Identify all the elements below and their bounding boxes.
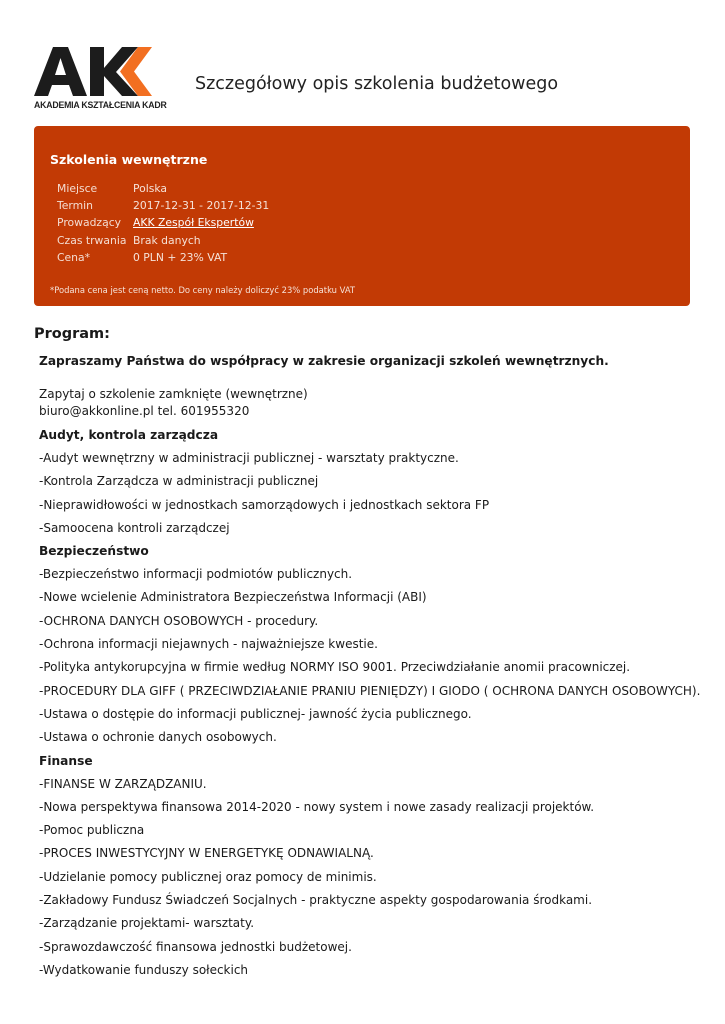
- detail-value: Brak danych: [133, 233, 201, 247]
- contact-line: Zapytaj o szkolenie zamknięte (wewnętrzne): [39, 387, 308, 401]
- detail-label: Prowadzący: [57, 216, 122, 230]
- akk-logo-mark: [34, 44, 170, 100]
- detail-label: Czas trwania: [57, 233, 127, 247]
- section-title: Finanse: [39, 753, 93, 768]
- list-item: -OCHRONA DANYCH OSOBOWYCH - procedury.: [39, 613, 319, 628]
- detail-value: 0 PLN + 23% VAT: [133, 250, 228, 264]
- detail-row-price: [57, 249, 269, 266]
- detail-value: Polska: [133, 182, 168, 195]
- list-item: -Wydatkowanie funduszy sołeckich: [39, 962, 249, 977]
- list-item: -Nieprawidłowości w jednostkach samorządowych i jednostkach sektora FP: [39, 497, 490, 512]
- page-title: Szczegółowy opis szkolenia budżetowego: [195, 74, 559, 94]
- page-header: [34, 44, 694, 116]
- detail-row-trainer: [57, 214, 269, 231]
- program-content: [39, 352, 699, 982]
- program-heading: Program:: [34, 326, 110, 342]
- list-item: -Audyt wewnętrzny w administracji publicznej - warsztaty praktyczne.: [39, 451, 459, 465]
- detail-row-location: [57, 180, 269, 197]
- list-item: -Nowa perspektywa finansowa 2014-2020 - nowy system i nowe zasady realizacji projektów.: [39, 799, 595, 814]
- detail-row-date: [57, 197, 269, 214]
- detail-label: Termin: [57, 199, 94, 213]
- akk-logo: [34, 44, 170, 114]
- section-title: Audyt, kontrola zarządcza: [39, 428, 219, 442]
- list-item: -Ochrona informacji niejawnych - najważniejsze kwestie.: [39, 637, 378, 652]
- contact-line: biuro@akkonline.pl tel. 601955320: [39, 404, 250, 418]
- list-item: -Polityka antykorupcyjna w firmie według NORMY ISO 9001. Przeciwdziałanie anomii pracowniczej.: [39, 660, 631, 675]
- list-item: -PROCES INWESTYCYJNY W ENERGETYKĘ ODNAWIALNĄ.: [39, 846, 374, 861]
- list-item: -Bezpieczeństwo informacji podmiotów publicznych.: [39, 567, 353, 582]
- detail-value: 2017-12-31 - 2017-12-31: [133, 199, 270, 213]
- detail-label: Miejsce: [57, 182, 98, 195]
- program-lead: Zapraszamy Państwa do współpracy w zakresie organizacji szkoleń wewnętrznych.: [39, 354, 609, 368]
- list-item: -Ustawa o ochronie danych osobowych.: [39, 730, 277, 745]
- trainer-link[interactable]: AKK Zespół Ekspertów: [133, 216, 254, 230]
- training-type-title: Szkolenia wewnętrzne: [50, 152, 208, 167]
- detail-row-duration: [57, 232, 269, 249]
- list-item: -Ustawa o dostępie do informacji publicznej- jawność życia publicznego.: [39, 706, 472, 721]
- section-title: Bezpieczeństwo: [39, 544, 149, 559]
- price-note: *Podana cena jest ceną netto. Do ceny należy doliczyć 23% podatku VAT: [50, 285, 356, 295]
- detail-label: Cena*: [57, 250, 91, 264]
- list-item: -Udzielanie pomocy publicznej oraz pomocy de minimis.: [39, 869, 377, 884]
- list-item: -Pomoc publiczna: [39, 823, 145, 838]
- list-item: -Zarządzanie projektami- warsztaty.: [39, 916, 255, 931]
- list-item: -Samoocena kontroli zarządczej: [39, 520, 230, 535]
- list-item: -Nowe wcielenie Administratora Bezpieczeństwa Informacji (ABI): [39, 590, 427, 605]
- list-item: -Kontrola Zarządcza w administracji publicznej: [39, 474, 319, 489]
- training-info-box: [34, 126, 690, 306]
- list-item: -PROCEDURY DLA GIFF ( PRZECIWDZIAŁANIE PRANIU PIENIĘDZY) I GIODO ( OCHRONA DANYCH OSOBOWYCH).: [39, 683, 701, 698]
- contact-info: [39, 386, 699, 420]
- list-item: -Zakładowy Fundusz Świadczeń Socjalnych - praktyczne aspekty gospodarowania środkami.: [39, 893, 593, 908]
- list-item: -Sprawozdawczość finansowa jednostki budżetowej.: [39, 939, 352, 954]
- training-details: [57, 180, 269, 266]
- list-item: -FINANSE W ZARZĄDZANIU.: [39, 776, 207, 791]
- logo-text: AKADEMIA KSZTAŁCENIA KADR: [34, 99, 167, 110]
